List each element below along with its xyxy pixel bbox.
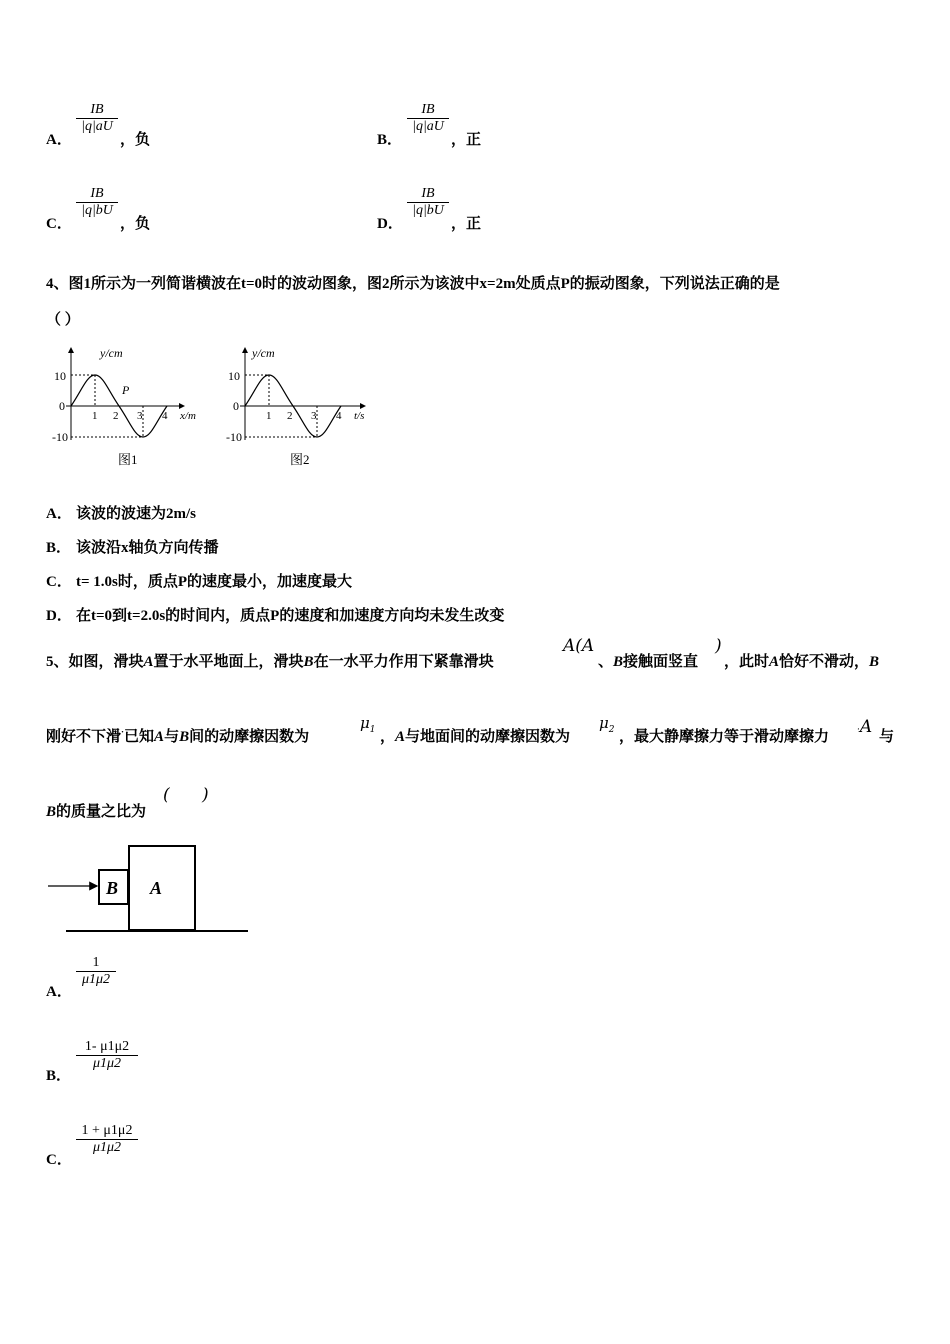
q5-stem-line-2d: 与 [879,729,895,745]
x-tick-label: 3 [311,410,317,422]
text-run: ，最大静摩擦力等于滑动摩擦力 [619,729,830,745]
text-run: ，此时 [724,654,770,670]
q5-stem-line-3 [46,800,146,821]
text-run: 刚好不下滑 [46,729,122,745]
x-tick-label: 2 [113,410,119,422]
q5-answer-paren: ( ) [163,785,209,805]
var-a: A [395,729,406,745]
text-run: 已知 [124,729,155,745]
text-run: 置于水平地面上，滑块 [153,654,304,670]
fraction-denominator: |q|aU [412,119,444,134]
option-label: D． [46,608,72,624]
option-label: B． [46,1068,72,1084]
x-axis-label: x/m [180,410,196,422]
var-a: A [143,654,154,670]
q5-figure [44,840,254,940]
option-label: A． [46,506,72,522]
option-fraction [407,186,449,219]
option-fraction [407,102,449,135]
text-run: 间的动摩擦因数为 [189,729,310,745]
fraction-numerator: IB [421,102,435,117]
option-text: ，负 [120,216,151,232]
fraction-denominator: μ1μ2 [92,1140,122,1155]
x-tick-label: 4 [336,410,342,422]
text-run: 恰好不滑动， [779,654,870,670]
option-text: ，负 [120,132,151,148]
q4-stem: 4、图1所示为一列简谐横波在t=0时的波动图象，图2所示为该波中x=2m处质点P的振动图象，下列说法正确的是 [46,276,780,292]
mu-2 [599,714,614,735]
x-tick-label: 1 [266,410,272,422]
option-fraction [76,186,118,219]
y-tick-label: 10 [228,369,240,383]
q5-float-a2: ·A [857,717,873,737]
fraction-numerator: 1 + μ1μ2 [81,1123,133,1138]
text-run: 在一水平力作用下紧靠滑块 [313,654,494,670]
option-label: B． [46,540,72,556]
q5-stem-line-2c [619,725,829,746]
fraction-numerator: IB [90,102,104,117]
fraction-denominator: |q|bU [81,203,113,218]
text-run: 5、如图，滑块 [46,654,144,670]
x-tick-label: 2 [287,410,293,422]
text-run: 、 [598,654,614,670]
block-b-label: B [106,878,119,898]
var-b: B [869,654,880,670]
q5-stem-line-1 [46,650,494,671]
x-tick-label: 3 [137,410,143,422]
option-text: 在t=0到t=2.0s的时间内，质点P的速度和加速度方向均未发生改变 [76,608,505,624]
q4-answer-paren: （ ） [46,312,80,328]
text-run: 接触面竖直 [623,654,699,670]
var-b: B [179,729,190,745]
q5-stem-line-2: 刚好不下滑·已知A与B间的动摩擦因数为 [46,727,310,745]
q5-stem-line-1b [598,650,698,671]
q4-figure-1 [44,340,209,475]
y-tick-label: -10 [226,430,242,444]
point-p-label: P [122,383,130,397]
fraction-denominator: |q|aU [81,119,113,134]
fraction-denominator: |q|bU [412,203,444,218]
var-b: B [303,654,314,670]
x-axis-label: t/s [354,410,365,422]
option-label: A． [46,984,72,1000]
q5-float-paren: ) [715,636,722,656]
option-text: 该波沿x轴负方向传播 [76,540,219,556]
y-tick-label: -10 [52,430,68,444]
fraction-denominator: μ1μ2 [81,972,111,987]
mu-subscript: 1 [369,725,376,735]
q4-figure-2 [218,340,383,475]
option-text: 该波的波速为2m/s [76,506,197,522]
var-b: B [46,804,57,820]
var-a: A [859,717,873,737]
option-fraction [76,102,118,135]
var-a: A [154,729,165,745]
fraction-numerator: 1 [92,955,100,970]
option-fraction [76,955,116,988]
y-tick-label: 0 [233,399,239,413]
text-run: ， [380,729,396,745]
option-text: t= 1.0s时，质点P的速度最小，加速度最大 [76,574,353,590]
fraction-numerator: IB [421,186,435,201]
option-text: ，正 [451,216,482,232]
text-run: 的质量之比为 [56,804,147,820]
option-fraction [76,1123,138,1156]
mu-subscript: 2 [608,725,615,735]
option-label: D． [377,216,403,232]
q5-stem-line-2b [380,725,570,746]
x-tick-label: 4 [162,410,168,422]
y-tick-label: 10 [54,369,66,383]
var-b: B [613,654,624,670]
fraction-numerator: 1- μ1μ2 [84,1039,130,1054]
option-label: B． [377,132,403,148]
option-label: C． [46,1152,72,1168]
option-label: A． [46,132,72,148]
option-fraction [76,1039,138,1072]
block-a-label: A [150,878,163,898]
var-a: A [769,654,780,670]
mu-1 [360,714,375,735]
text-run: 与 [164,729,180,745]
y-tick-label: 0 [59,399,65,413]
option-text: ，正 [451,132,482,148]
figure-caption: 图2 [290,452,310,467]
fraction-denominator: μ1μ2 [92,1056,122,1071]
figure-caption: 图1 [118,452,138,467]
text-run: 与地面间的动摩擦因数为 [405,729,571,745]
y-axis-label: y/cm [100,346,123,360]
y-axis-label: y/cm [252,346,275,360]
mu-symbol: μ [599,714,609,732]
mu-symbol: μ [360,714,370,732]
option-label: C． [46,574,72,590]
q5-float-a: A(A [563,636,595,656]
q5-stem-line-1c [724,650,879,671]
option-label: C． [46,216,72,232]
fraction-numerator: IB [90,186,104,201]
x-tick-label: 1 [92,410,98,422]
